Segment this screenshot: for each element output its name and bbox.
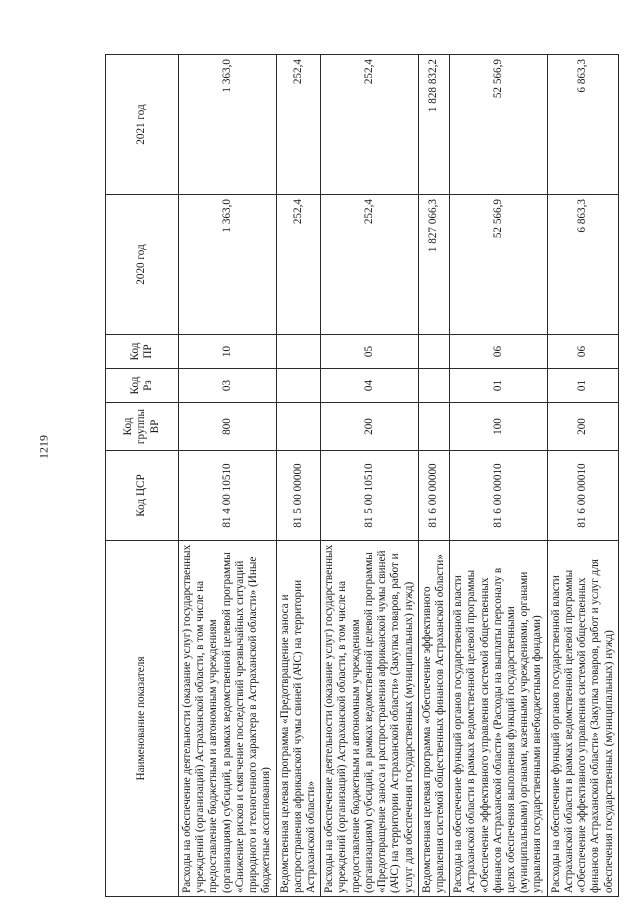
table-row: [179, 55, 277, 897]
row-pr: [418, 335, 449, 369]
row-name: Расходы на обеспечение функций органов государственной власти Астраханской области в рамках ведомственной целевой программы «Обеспечение эффективного управления системой общественных финансов Астраханской области» (Закупка товаров, работ и услуг для обеспечения государственных (муниципальных) нужд): [547, 541, 618, 897]
row-2021: 6 863,3: [547, 55, 618, 195]
row-pr: [276, 335, 321, 369]
row-pr: 05: [321, 335, 419, 369]
row-csr: 81 4 00 10510: [179, 451, 277, 541]
header-pr: Код ПР: [106, 335, 179, 369]
row-csr: 81 5 00 00000: [276, 451, 321, 541]
budget-table-container: [105, 55, 615, 897]
row-2021: 252,4: [276, 55, 321, 195]
row-name: Ведомственная целевая программа «Обеспечение эффективного управления системой общественных финансов Астраханской области»: [418, 541, 449, 897]
header-rz: Код Рз: [106, 369, 179, 403]
row-vr: 200: [321, 403, 419, 451]
page-number: 1219: [36, 435, 51, 459]
header-name: Наименование показателя: [106, 541, 179, 897]
row-rz: 01: [450, 369, 548, 403]
row-2020: 6 863,3: [547, 195, 618, 335]
row-pr: 10: [179, 335, 277, 369]
row-csr: 81 6 00 00000: [418, 451, 449, 541]
row-csr: 81 6 00 00010: [547, 451, 618, 541]
table-row: [321, 55, 419, 897]
row-pr: 06: [547, 335, 618, 369]
row-2021: 252,4: [321, 55, 419, 195]
header-vr: Код группы ВР: [106, 403, 179, 451]
row-name: Ведомственная целевая программа «Предотвращение заноса и распространения африканской чумы свиней (АЧС) на территории Астраханской области»: [276, 541, 321, 897]
row-csr: 81 5 00 10510: [321, 451, 419, 541]
row-name: Расходы на обеспечение деятельности (оказание услуг) государственных учреждений (организаций) Астраханской области, в том числе на предоставление бюджетным и автономным учреждениям (организациям) субсидий, в рамках ведомственной целевой программы «Предотвращение заноса и распространения африканской чумы свиней (АЧС) на территории Астраханской области» (Закупка товаров, работ и услуг для обеспечения государственных (муниципальных) нужд): [321, 541, 419, 897]
row-name: Расходы на обеспечение функций органов государственной власти Астраханской области в рамках ведомственной целевой программы «Обеспечение эффективного управления системой общественных финансов Астраханской области» (Расходы на выплаты персоналу в целях обеспечения выполнения функций государственными (муниципальными) органами, казенными учреждениями, органами управления государственными внебюджетными фондами): [450, 541, 548, 897]
row-rz: [276, 369, 321, 403]
row-2021: 1 363,0: [179, 55, 277, 195]
row-pr: 06: [450, 335, 548, 369]
row-vr: 800: [179, 403, 277, 451]
row-csr: 81 6 00 00010: [450, 451, 548, 541]
row-2021: 52 566,9: [450, 55, 548, 195]
budget-table: [105, 54, 619, 897]
header-2020: 2020 год: [106, 195, 179, 335]
row-vr: 100: [450, 403, 548, 451]
row-vr: [276, 403, 321, 451]
row-vr: 200: [547, 403, 618, 451]
row-rz: 04: [321, 369, 419, 403]
table-row: [276, 55, 321, 897]
table-header-row: [106, 55, 179, 897]
row-rz: 01: [547, 369, 618, 403]
row-2021: 1 828 832,2: [418, 55, 449, 195]
row-2020: 52 566,9: [450, 195, 548, 335]
row-rz: 03: [179, 369, 277, 403]
table-row: [418, 55, 449, 897]
table-row: [450, 55, 548, 897]
row-2020: 1 363,0: [179, 195, 277, 335]
row-name: Расходы на обеспечение деятельности (оказание услуг) государственных учреждений (организаций) Астраханской области, в том числе на предоставление бюджетным и автономным учреждениям (организациям) субсидий, в рамках ведомственной целевой программы «Снижение рисков и смягчение последствий чрезвычайных ситуаций природного и техногенного характера в Астраханской области» (Иные бюджетные ассигнования): [179, 541, 277, 897]
row-2020: 252,4: [276, 195, 321, 335]
header-2021: 2021 год: [106, 55, 179, 195]
table-row: [547, 55, 618, 897]
row-rz: [418, 369, 449, 403]
header-csr: Код ЦСР: [106, 451, 179, 541]
row-2020: 1 827 066,3: [418, 195, 449, 335]
row-2020: 252,4: [321, 195, 419, 335]
row-vr: [418, 403, 449, 451]
